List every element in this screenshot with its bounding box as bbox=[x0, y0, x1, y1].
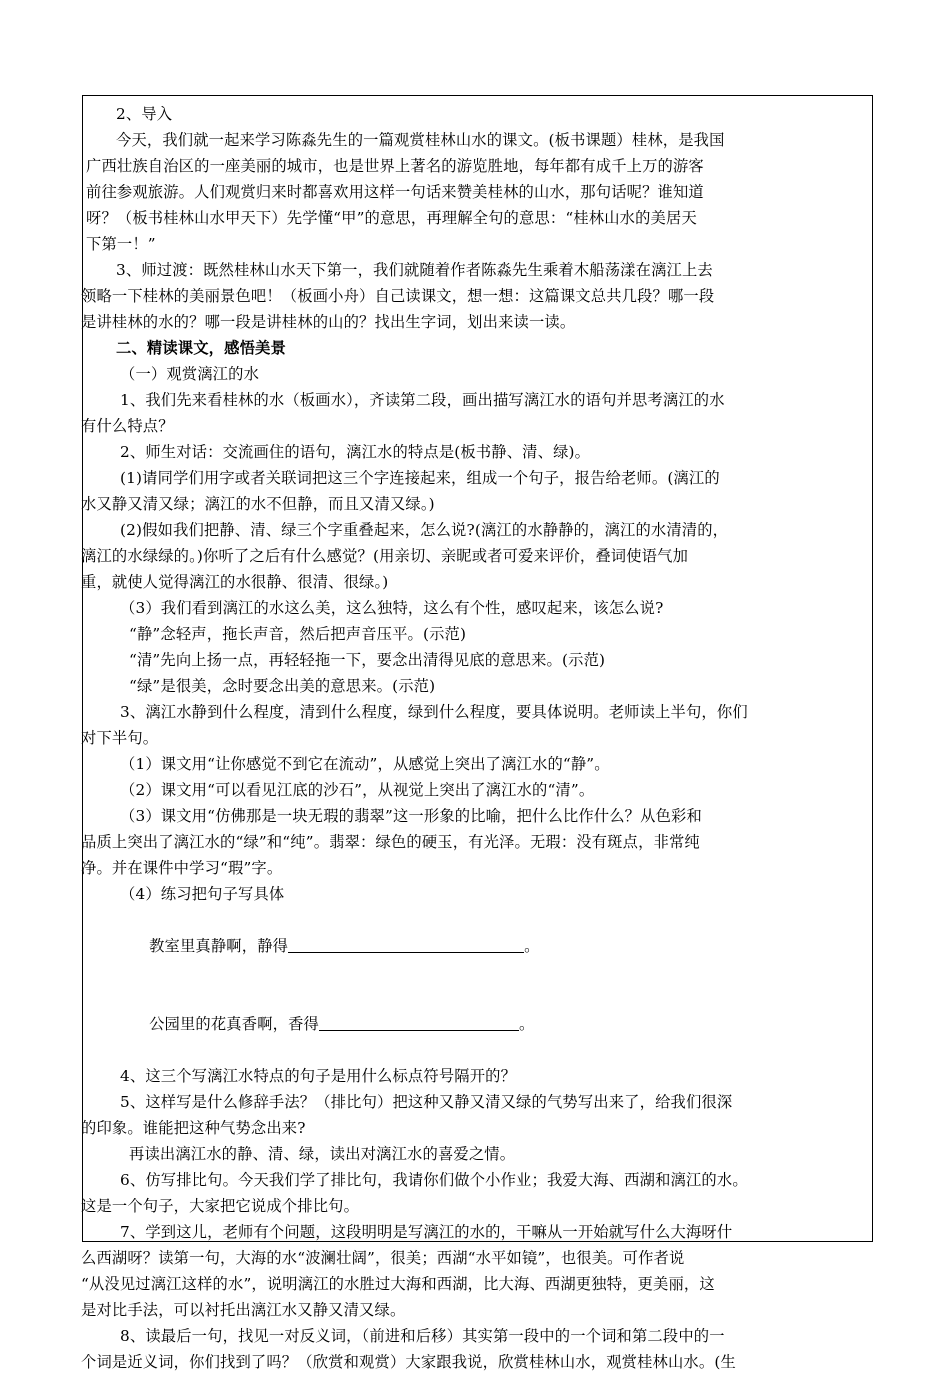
paragraph-line: 3、师过渡：既然桂林山水天下第一，我们就随着作者陈淼先生乘着木船荡漾在漓江上去 bbox=[116, 261, 713, 279]
paragraph-line: “从没见过漓江这样的水”，说明漓江的水胜过大海和西湖，比大海、西湖更独特，更美丽，这 bbox=[81, 1275, 715, 1293]
paragraph-line: 再读出漓江水的静、清、绿，读出对漓江水的喜爱之情。 bbox=[129, 1145, 516, 1163]
paragraph-line: 这是一个句子，大家把它说成个排比句。 bbox=[81, 1197, 360, 1215]
exercise-line bbox=[129, 907, 866, 985]
paragraph-line: 净。并在课件中学习“瑕”字。 bbox=[81, 859, 283, 877]
paragraph-line: 个词是近义词，你们找到了吗？（欣赏和观赏）大家跟我说，欣赏桂林山水，观赏桂林山水。(生 bbox=[81, 1353, 736, 1371]
paragraph-line: 8、读最后一句，找见一对反义词，（前进和后移）其实第一段中的一个词和第二段中的一 bbox=[120, 1327, 725, 1345]
paragraph-line: 下第一！” bbox=[86, 235, 156, 253]
paragraph-line: 是讲桂林的水的？哪一段是讲桂林的山的？找出生字词，划出来读一读。 bbox=[81, 313, 576, 331]
exercise-prompt: 公园里的花真香啊，香得 bbox=[149, 1015, 319, 1033]
answer-blank[interactable] bbox=[288, 934, 524, 953]
paragraph-line: “清”先向上扬一点，再轻轻拖一下，要念出清得见底的意思来。(示范) bbox=[129, 651, 606, 669]
paragraph-line: （4）练习把句子写具体 bbox=[120, 885, 285, 903]
paragraph-line: 有什么特点？ bbox=[81, 417, 174, 435]
paragraph-line: （3）我们看到漓江的水这么美，这么独特，这么有个性，感叹起来，该怎么说? bbox=[120, 599, 664, 617]
paragraph-line: 广西壮族自治区的一座美丽的城市，也是世界上著名的游览胜地，每年都有成千上万的游客 bbox=[86, 157, 704, 175]
paragraph-line: 今天，我们就一起来学习陈淼先生的一篇观赏桂林山水的课文。(板书课题）桂林，是我国 bbox=[116, 131, 725, 149]
lesson-plan-text bbox=[81, 101, 866, 1375]
paragraph-line: 漓江的水绿绿的。)你听了之后有什么感觉？(用亲切、亲昵或者可爱来评价，叠词使语气加 bbox=[81, 547, 689, 565]
paragraph-line: 6、仿写排比句。今天我们学了排比句，我请你们做个小作业；我爱大海、西湖和漓江的水。 bbox=[120, 1171, 748, 1189]
paragraph-line: 领略一下桂林的美丽景色吧！（板画小舟）自己读课文，想一想：这篇课文总共几段？哪一段 bbox=[81, 287, 715, 305]
step-heading: 2、导入 bbox=[116, 105, 173, 123]
paragraph-line: 呀？（板书桂林山水甲天下）先学懂“甲”的意思，再理解全句的意思：“桂林山水的美居天 bbox=[86, 209, 697, 227]
paragraph-line: 么西湖呀？读第一句，大海的水“波澜壮阔”，很美；西湖“水平如镜”，也很美。可作者说 bbox=[81, 1249, 685, 1267]
paragraph-line: (1)请同学们用字或者关联词把这三个字连接起来，组成一个句子，报告给老师。(漓江的 bbox=[120, 469, 720, 487]
paragraph-line: “绿”是很美，念时要念出美的意思来。(示范) bbox=[129, 677, 436, 695]
paragraph-line: 的印象。谁能把这种气势念出来? bbox=[81, 1119, 306, 1137]
paragraph-line: 5、这样写是什么修辞手法？（排比句）把这种又静又清又绿的气势写出来了，给我们很深 bbox=[120, 1093, 733, 1111]
paragraph-line: 对下半句。 bbox=[81, 729, 159, 747]
exercise-line bbox=[129, 985, 866, 1063]
exercise-end: 。 bbox=[524, 937, 540, 955]
paragraph-line: “静”念轻声，拖长声音，然后把声音压平。(示范) bbox=[129, 625, 467, 643]
paragraph-line: 3、漓江水静到什么程度，清到什么程度，绿到什么程度，要具体说明。老师读上半句，你们 bbox=[120, 703, 748, 721]
paragraph-line: 前往参观旅游。人们观赏归来时都喜欢用这样一句话来赞美桂林的山水，那句话呢？谁知道 bbox=[86, 183, 704, 201]
paragraph-line: 水又静又清又绿；漓江的水不但静，而且又清又绿。) bbox=[81, 495, 435, 513]
paragraph-line: 是对比手法，可以衬托出漓江水又静又清又绿。 bbox=[81, 1301, 406, 1319]
section-heading: 二、精读课文，感悟美景 bbox=[116, 339, 286, 357]
paragraph-line: 品质上突出了漓江水的“绿”和“纯”。翡翠：绿色的硬玉，有光泽。无瑕：没有斑点，非常纯 bbox=[81, 833, 700, 851]
paragraph-line: 重，就使人觉得漓江的水很静、很清、很绿。) bbox=[81, 573, 389, 591]
paragraph-line: (2)假如我们把静、清、绿三个字重叠起来，怎么说?(漓江的水静静的，漓江的水清清的， bbox=[120, 521, 729, 539]
paragraph-line: （1）课文用“让你感觉不到它在流动”，从感觉上突出了漓江水的“静”。 bbox=[120, 755, 610, 773]
exercise-end: 。 bbox=[518, 1015, 535, 1033]
paragraph-line: 1、我们先来看桂林的水（板画水），齐读第二段，画出描写漓江水的语句并思考漓江的水 bbox=[120, 391, 725, 409]
paragraph-line: 4、这三个写漓江水特点的句子是用什么标点符号隔开的？ bbox=[120, 1067, 517, 1085]
answer-blank[interactable] bbox=[319, 1012, 519, 1031]
exercise-prompt: 教室里真静啊，静得 bbox=[149, 937, 289, 955]
paragraph-line: （3）课文用“仿佛那是一块无瑕的翡翠”这一形象的比喻，把什么比作什么？从色彩和 bbox=[120, 807, 702, 825]
paragraph-line: （2）课文用“可以看见江底的沙石”，从视觉上突出了漓江水的“清”。 bbox=[120, 781, 595, 799]
paragraph-line: 7、学到这儿，老师有个问题，这段明明是写漓江的水的，干嘛从一开始就写什么大海呀什 bbox=[120, 1223, 733, 1241]
paragraph-line: 2、师生对话：交流画住的语句，漓江水的特点是(板书静、清、绿)。 bbox=[120, 443, 591, 461]
subsection-heading: （一）观赏漓江的水 bbox=[120, 365, 260, 383]
